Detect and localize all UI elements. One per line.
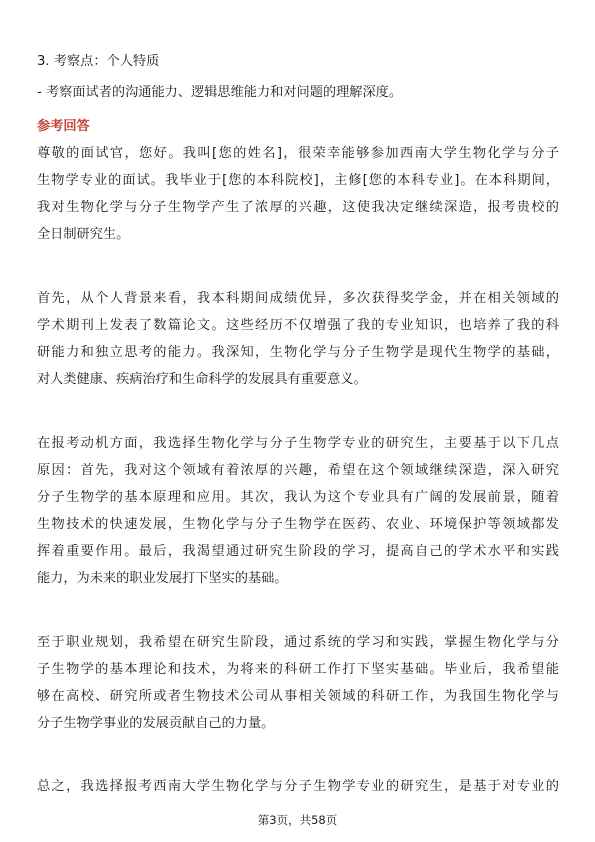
paragraph-line: 分子生物学事业的发展贡献自己的力量。	[37, 716, 275, 731]
section-heading: 3. 考察点：个人特质	[37, 54, 160, 69]
paragraph-line: 挥着重要作用。最后，我渴望通过研究生阶段的学习，提高自己的学术水平和实践	[37, 544, 559, 559]
paragraph-line: 子生物学的基本理论和技术，为将来的科研工作打下坚实基础。毕业后，我希望能	[37, 662, 559, 677]
paragraph-line: 够在高校、研究所或者生物技术公司从事相关领域的科研工作，为我国生物化学与	[37, 689, 559, 704]
page-footer: 第3页，共58页	[257, 813, 338, 827]
paragraph-line: 原因：首先，我对这个领域有着浓厚的兴趣，希望在这个领域继续深造，深入研究	[37, 463, 559, 478]
answer-label: 参考回答	[37, 119, 90, 134]
paragraph-line: 分子生物学的基本原理和应用。其次，我认为这个专业具有广阔的发展前景，随着	[37, 490, 559, 505]
paragraph-line: 至于职业规划，我希望在研究生阶段，通过系统的学习和实践，掌握生物化学与分	[37, 635, 559, 650]
paragraph-line: 能力，为未来的职业发展打下坚实的基础。	[37, 571, 288, 586]
paragraph-line: 全日制研究生。	[37, 227, 130, 242]
paragraph-line: 对人类健康、疾病治疗和生命科学的发展具有重要意义。	[37, 372, 367, 387]
paragraph-line: 生物技术的快速发展，生物化学与分子生物学在医药、农业、环境保护等领域都发	[37, 517, 559, 532]
paragraph-line: 在报考动机方面，我选择生物化学与分子生物学专业的研究生，主要基于以下几点	[37, 436, 559, 451]
paragraph-line: 生物学专业的面试。我毕业于[您的本科院校]，主修[您的本科专业]。在本科期间，	[37, 173, 559, 188]
section-point: - 考察面试者的沟通能力、逻辑思维能力和对问题的理解深度。	[37, 85, 403, 100]
paragraph-line: 尊敬的面试官，您好。我叫[您的姓名]，很荣幸能够参加西南大学生物化学与分子	[37, 146, 559, 161]
paragraph-line: 学术期刊上发表了数篇论文。这些经历不仅增强了我的专业知识，也培养了我的科	[37, 318, 559, 333]
paragraph-line: 总之，我选择报考西南大学生物化学与分子生物学专业的研究生，是基于对专业的	[37, 779, 559, 794]
paragraph-line: 首先，从个人背景来看，我本科期间成绩优异，多次获得奖学金，并在相关领域的	[37, 291, 559, 306]
paragraph-line: 我对生物化学与分子生物学产生了浓厚的兴趣，这使我决定继续深造，报考贵校的	[37, 200, 559, 215]
paragraph-line: 研能力和独立思考的能力。我深知，生物化学与分子生物学是现代生物学的基础，	[37, 345, 559, 360]
